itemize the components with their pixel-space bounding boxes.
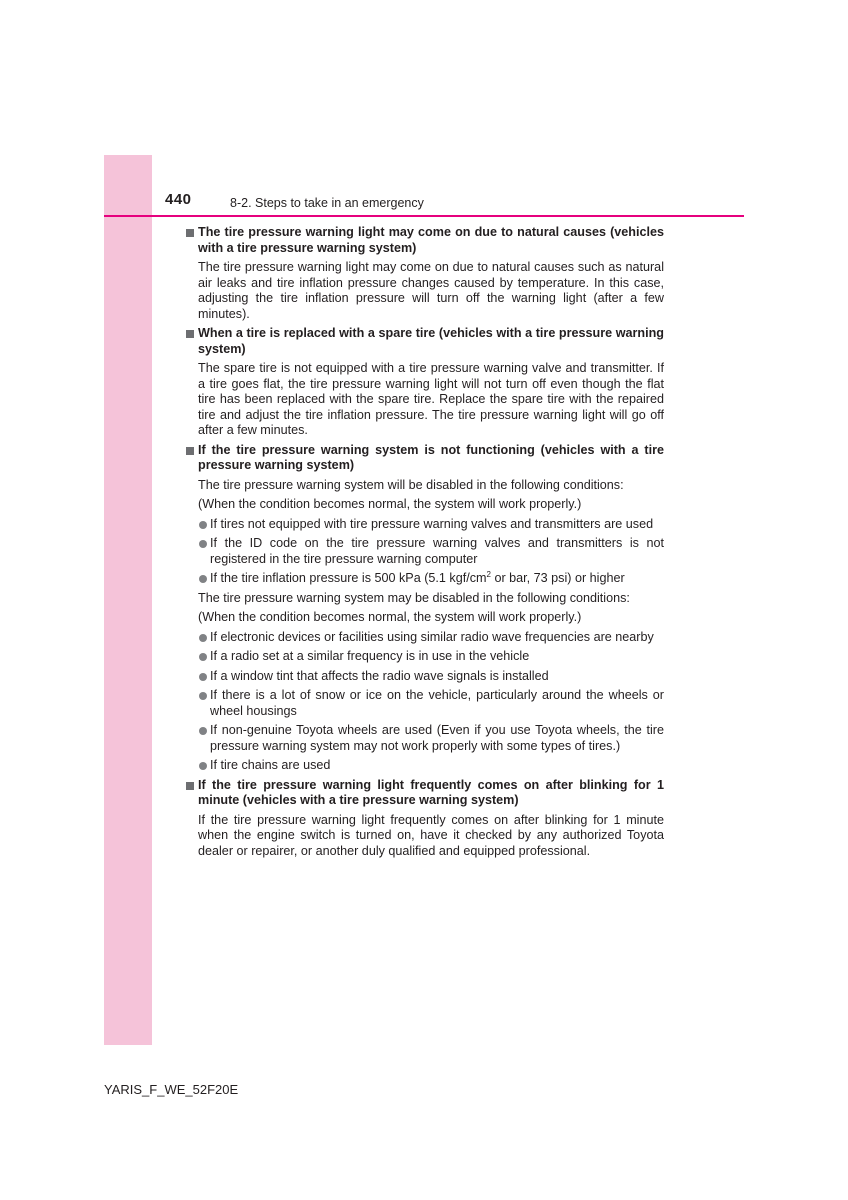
section-natural-causes xyxy=(184,225,664,322)
list-item-text-after: or bar, 73 psi) or higher xyxy=(490,571,625,585)
list-item xyxy=(184,649,664,665)
round-bullet-icon xyxy=(199,727,207,735)
page-content xyxy=(184,225,664,863)
paragraph: The tire pressure warning light may come on due to natural causes such as natural air leaks and tire inflation pressure changes caused by temperature. In this case, adjusting the tire inflation pressure will turn off the warning light (after a few minutes). xyxy=(198,260,664,321)
square-bullet-icon xyxy=(186,330,194,338)
list-item-text: If electronic devices or facilities using similar radio wave frequencies are nearby xyxy=(210,629,654,644)
paragraph: The spare tire is not equipped with a tire pressure warning valve and transmitter. If a tire goes flat, the tire pressure warning light will not turn off even though the flat tire has been replaced with the spare tire. Replace the spare tire with the repaired tire and adjust the tire inflation pressure. The tire pressure warning light will go off after a few minutes. xyxy=(198,361,664,437)
header-rule xyxy=(104,215,744,217)
list-item xyxy=(184,688,664,719)
section-spare-tire xyxy=(184,326,664,439)
section-heading xyxy=(184,778,664,809)
round-bullet-icon xyxy=(199,762,207,770)
list-item xyxy=(184,630,664,646)
section-heading xyxy=(184,443,664,474)
section-heading xyxy=(184,326,664,357)
section-not-functioning xyxy=(184,443,664,774)
round-bullet-icon xyxy=(199,521,207,529)
list-item-text: If the ID code on the tire pressure warning valves and transmitters is not registered in the tire pressure warning computer xyxy=(210,536,664,566)
list-item xyxy=(184,517,664,533)
list-item-text: If tire chains are used xyxy=(210,758,331,772)
round-bullet-icon xyxy=(199,653,207,661)
section-heading-text: If the tire pressure warning system is not functioning (vehicles with a tire pressure warning system) xyxy=(198,442,664,472)
list-item-text: If non-genuine Toyota wheels are used (Even if you use Toyota wheels, the tire pressure warning system may not work properly with some types of tires.) xyxy=(210,723,664,753)
square-bullet-icon xyxy=(186,229,194,237)
paragraph-note: (When the condition becomes normal, the system will work properly.) xyxy=(198,497,582,511)
paragraph: The tire pressure warning system may be disabled in the following conditions: xyxy=(198,590,630,605)
round-bullet-icon xyxy=(199,634,207,642)
section-heading-text: If the tire pressure warning light frequently comes on after blinking for 1 minute (vehicles with a tire pressure warning system) xyxy=(198,777,664,807)
section-title: 8-2. Steps to take in an emergency xyxy=(230,196,424,210)
list-item-text: If tires not equipped with tire pressure warning valves and transmitters are used xyxy=(210,516,654,531)
round-bullet-icon xyxy=(199,673,207,681)
document-code-footer: YARIS_F_WE_52F20E xyxy=(104,1082,239,1097)
section-heading-text: When a tire is replaced with a spare tire (vehicles with a tire pressure warning system) xyxy=(198,326,664,356)
page-number: 440 xyxy=(165,191,192,208)
square-bullet-icon xyxy=(186,782,194,790)
list-item xyxy=(184,723,664,754)
list-item xyxy=(184,758,664,774)
list-item xyxy=(184,536,664,567)
section-heading-text: The tire pressure warning light may come on due to natural causes (vehicles with a tire pressure warning system) xyxy=(198,225,664,255)
list-item-text: If there is a lot of snow or ice on the vehicle, particularly around the wheels or wheel housings xyxy=(210,688,664,718)
paragraph-note: (When the condition becomes normal, the system will work properly.) xyxy=(198,610,582,624)
paragraph: If the tire pressure warning light frequently comes on after blinking for 1 minute when the engine switch is turned on, have it checked by any authorized Toyota dealer or repairer, or another duly qualified and equipped professional. xyxy=(198,812,664,858)
list-item xyxy=(184,669,664,685)
round-bullet-icon xyxy=(199,575,207,583)
list-item xyxy=(184,571,664,587)
list-item-text-before: If the tire inflation pressure is 500 kPa (5.1 kgf/cm xyxy=(210,571,487,585)
list-item-text: If a window tint that affects the radio wave signals is installed xyxy=(210,668,549,683)
round-bullet-icon xyxy=(199,540,207,548)
section-heading xyxy=(184,225,664,256)
round-bullet-icon xyxy=(199,692,207,700)
paragraph: The tire pressure warning system will be disabled in the following conditions: xyxy=(198,477,624,492)
superscript: 2 xyxy=(486,569,491,579)
chapter-side-tab xyxy=(104,155,152,1045)
section-frequently-comes-on xyxy=(184,778,664,860)
list-item-text: If a radio set at a similar frequency is in use in the vehicle xyxy=(210,649,530,663)
square-bullet-icon xyxy=(186,447,194,455)
